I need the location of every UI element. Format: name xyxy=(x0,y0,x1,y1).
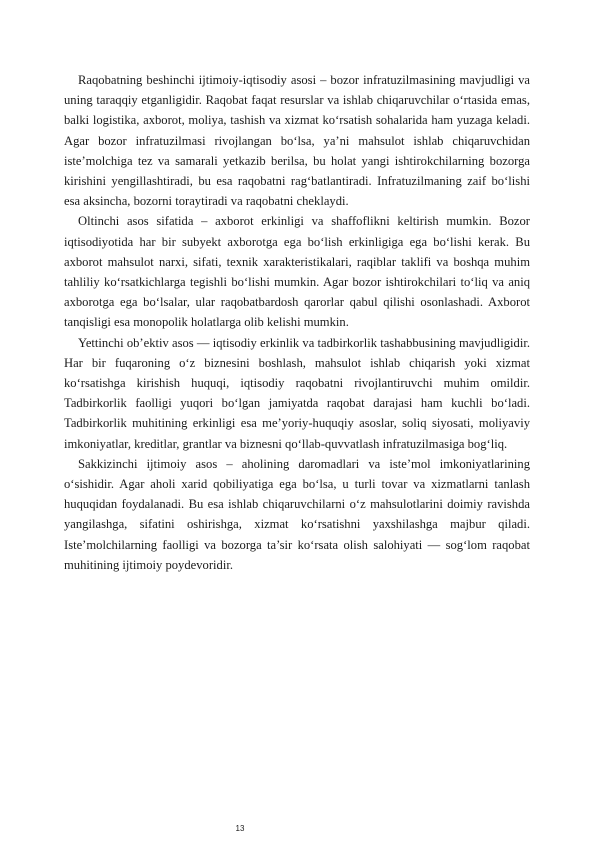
paragraph-sixth-basis: Oltinchi asos sifatida – axborot erkinligi va shaffoflikni keltirish mumkin. Bozor iqtisodiyotida har bir subyekt axborotga ega bo‘lish erkinligiga ega bo‘lishi kerak. Bu axborot mahsulot narxi, sifati, texnik xarakteristikalari, raqiblar taklifi va boshqa muhim tahliliy ko‘rsatkichlarga tegishli bo‘lishi mumkin. Agar bozor ishtirokchilari to‘liq va aniq axborotga ega bo‘lsalar, ular raqobatbardosh qarorlar qabul qilishi osonlashadi. Axborot tanqisligi esa monopolik holatlarga olib kelishi mumkin. xyxy=(64,214,530,330)
paragraph-eighth-basis: Sakkizinchi ijtimoiy asos – aholining daromadlari va iste’mol imkoniyatlarining o‘sishidir. Agar aholi xarid qobiliyatiga ega bo‘lsa, u turli tovar va xizmatlarni tanlash huquqidan foydalanadi. Bu esa ishlab chiqaruvchilarni o‘z mahsulotlarini doimiy ravishda yangilashga, sifatini oshirishga, xizmat ko‘rsatishni yaxshilashga majbur qiladi. Iste’molchilarning faolligi va bozorga ta’sir ko‘rsata olish salohiyati — sog‘lom raqobat muhitining ijtimoiy poydevoridir. xyxy=(64,456,530,572)
body-text xyxy=(64,70,530,575)
page-number: 13 xyxy=(235,824,245,833)
paragraph-seventh-basis: Yettinchi ob’ektiv asos — iqtisodiy erkinlik va tadbirkorlik tashabbusining mavjudligidir. Har bir fuqaroning o‘z biznesini boshlash, mahsulot ishlab chiqarish yoki xizmat ko‘rsatishga kirishish huquqi, iqtisodiy raqobatni rivojlantiruvchi muhim omildir. Tadbirkorlik faolligi yuqori bo‘lgan jamiyatda raqobat darajasi ham kuchli bo‘ladi. Tadbirkorlik muhitining erkinligi esa me’yoriy-huquqiy asoslar, soliq siyosati, moliyaviy imkoniyatlar, kreditlar, grantlar va biznesni qo‘llab-quvvatlash infratuzilmasiga bog‘liq. xyxy=(64,335,530,451)
paragraph-fifth-basis: Raqobatning beshinchi ijtimoiy-iqtisodiy asosi – bozor infratuzilmasining mavjudligi va uning taraqqiy etganligidir. Raqobat faqat resurslar va ishlab chiqaruvchilar o‘rtasida emas, balki logistika, axborot, moliya, tashish va xizmat ko‘rsatish sohalarida ham yuzaga keladi. Agar bozor infratuzilmasi rivojlangan bo‘lsa, ya’ni mahsulot ishlab chiqaruvchidan iste’molchiga tez va samarali yetkazib berilsa, bu holat yangi ishtirokchilarning bozorga kirishini yengillashtiradi, bu esa raqobatni rag‘batlantiradi. Infratuzilmaning zaif bo‘lishi esa aksincha, bozorni toraytiradi va raqobatni cheklaydi. xyxy=(64,73,530,209)
